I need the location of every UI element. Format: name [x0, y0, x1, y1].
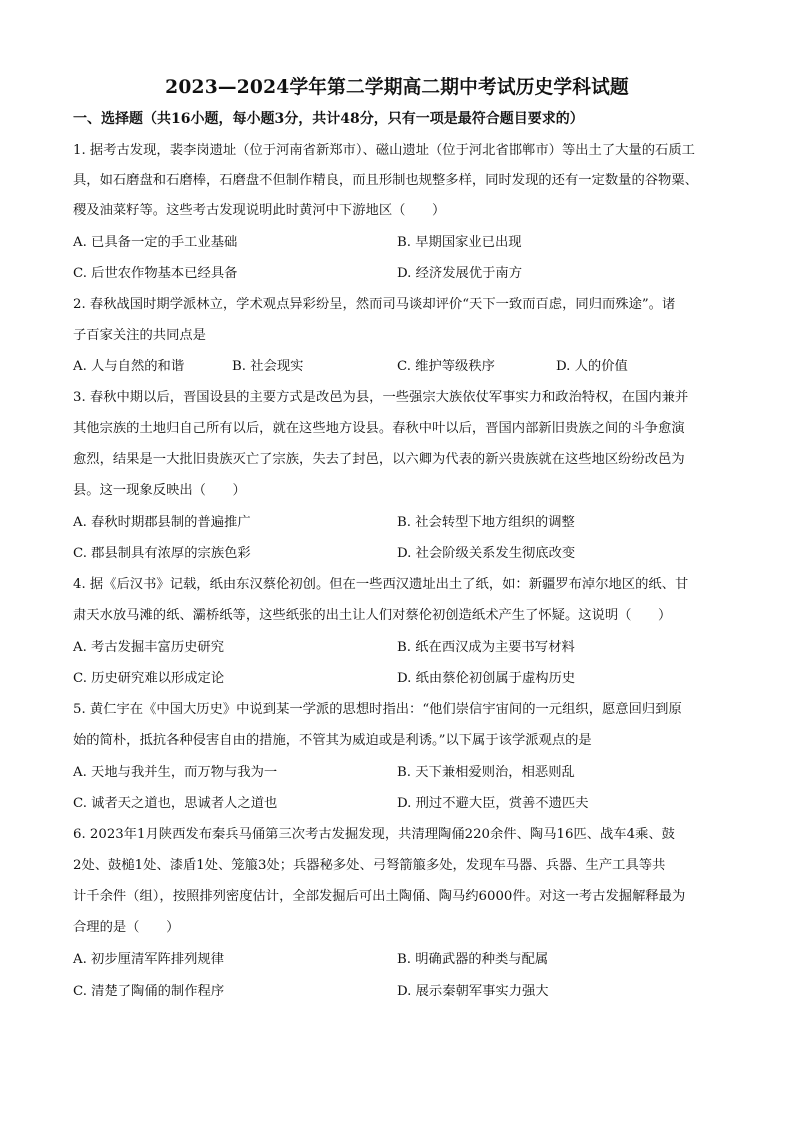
question-text-line: 肃天水放马滩的纸、灞桥纸等，这些纸张的出土让人们对蔡伦初创造纸术产生了怀疑。这说明（ ）	[73, 608, 672, 623]
question-text-line: 6. 2023年1月陕西发布秦兵马俑第三次考古发掘发现，共清理陶俑220余件、陶马16匹、战车4乘、鼓	[73, 827, 675, 842]
question-text-line: 子百家关注的共同点是	[73, 328, 206, 343]
question-text-line: 愈烈，结果是一大批旧贵族灭亡了宗族，失去了封邑，以六卿为代表的新兴贵族就在这些地区纷纷改邑为	[73, 452, 685, 467]
option-d: D. 展示秦朝军事实力强大	[397, 984, 549, 999]
exam-title: 2023—2024学年第二学期高二期中考试历史学科试题	[165, 76, 629, 98]
option-c: C. 诚者天之道也，思诚者人之道也	[73, 796, 278, 811]
option-a: A. 已具备一定的手工业基础	[73, 235, 238, 250]
question-text-line: 5. 黄仁宇在《中国大历史》中说到某一学派的思想时指出：“他们崇信宇宙间的一元组织，愿意回归到原	[73, 702, 682, 717]
question-text-line: 县。这一现象反映出（ ）	[73, 483, 246, 498]
option-a: A. 初步厘清军阵排列规律	[73, 952, 225, 967]
question-text-line: 始的简朴，抵抗各种侵害自由的措施，不管其为威迫或是利诱。”以下属于该学派观点的是	[73, 733, 592, 748]
question-text-line: 4. 据《后汉书》记载，纸由东汉蔡伦初创。但在一些西汉遗址出土了纸，如：新疆罗布淖尔地区的纸、甘	[73, 577, 689, 592]
option-b: B. 天下兼相爱则治，相恶则乱	[397, 765, 575, 780]
option-a: A. 人与自然的和谐	[73, 359, 185, 374]
option-c: C. 清楚了陶俑的制作程序	[73, 984, 225, 999]
option-b: B. 纸在西汉成为主要书写材料	[397, 640, 575, 655]
option-d: D. 社会阶级关系发生彻底改变	[397, 546, 576, 561]
question-text-line: 稷及油菜籽等。这些考古发现说明此时黄河中下游地区（ ）	[73, 203, 446, 218]
option-a: A. 春秋时期郡县制的普遍推广	[73, 515, 251, 530]
option-d: D. 人的价值	[556, 359, 628, 374]
question-text-line: 1. 据考古发现，裴李岗遗址（位于河南省新郑市）、磁山遗址（位于河北省邯郸市）等出土了大量的石质工	[73, 143, 695, 158]
option-c: C. 维护等级秩序	[397, 359, 495, 374]
option-c: C. 历史研究难以形成定论	[73, 671, 225, 686]
question-text-line: 合理的是（ ）	[73, 920, 180, 935]
option-b: B. 社会现实	[232, 359, 304, 374]
question-text-line: 2. 春秋战国时期学派林立，学术观点异彩纷呈，然而司马谈却评价“天下一致而百虑，同归而殊途”。诸	[73, 297, 676, 312]
option-d: D. 纸由蔡伦初创属于虚构历史	[397, 671, 576, 686]
option-a: A. 考古发掘丰富历史研究	[73, 640, 225, 655]
option-a: A. 天地与我并生，而万物与我为一	[73, 765, 278, 780]
option-d: D. 经济发展优于南方	[397, 266, 523, 281]
question-text-line: 2处、鼓槌1处、漆盾1处、笼箙3处；兵器秘多处、弓弩箭箙多处，发现车马器、兵器、生产工具等共	[73, 858, 666, 873]
option-b: B. 早期国家业已出现	[397, 235, 522, 250]
option-b: B. 明确武器的种类与配属	[397, 952, 549, 967]
question-text-line: 3. 春秋中期以后，晋国设县的主要方式是改邑为县，一些强宗大族依仗军事实力和政治特权，在国内兼并	[73, 390, 689, 405]
option-c: C. 后世农作物基本已经具备	[73, 266, 238, 281]
question-text-line: 其他宗族的土地归自己所有以后，就在这些地方设县。春秋中叶以后，晋国内部新旧贵族之间的斗争愈演	[73, 421, 685, 436]
section-heading: 一、选择题（共16小题，每小题3分，共计48分，只有一项是最符合题目要求的）	[73, 111, 584, 127]
option-d: D. 刑过不避大臣，赏善不遗匹夫	[397, 796, 589, 811]
option-b: B. 社会转型下地方组织的调整	[397, 515, 575, 530]
question-text-line: 计千余件（组），按照排列密度估计，全部发掘后可出土陶俑、陶马约6000件。对这一考古发掘解释最为	[73, 889, 686, 904]
option-c: C. 郡县制具有浓厚的宗族色彩	[73, 546, 251, 561]
question-text-line: 具，如石磨盘和石磨棒，石磨盘不但制作精良，而且形制也规整多样，同时发现的还有一定数量的谷物粟、	[73, 173, 698, 188]
